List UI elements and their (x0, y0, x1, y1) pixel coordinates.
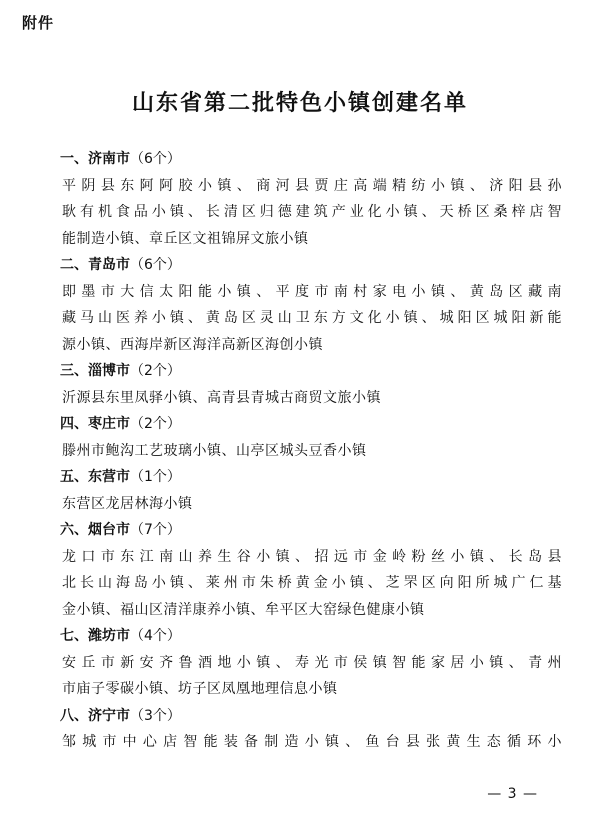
section-city-name: 六、烟台市 (60, 522, 130, 538)
document-content (62, 146, 562, 756)
section-city-name: 一、济南市 (60, 151, 130, 167)
section-town-count: （7个） (130, 522, 181, 538)
town-list-line: 北长山海岛小镇、莱州市朱桥黄金小镇、芝罘区向阳所城广仁基 (62, 575, 562, 591)
town-list-line: 龙口市东江南山养生谷小镇、招远市金岭粉丝小镇、长岛县 (62, 548, 562, 565)
town-list-line: 耿有机食品小镇、长清区归德建筑产业化小镇、天桥区桑梓店智 (62, 204, 562, 220)
section-heading (60, 464, 560, 491)
town-list-line: 平阴县东阿阿胶小镇、商河县贾庄高端精纺小镇、济阳县孙 (62, 177, 562, 194)
section-city-name: 五、东营市 (60, 469, 130, 485)
town-list-line: 市庙子零碳小镇、坊子区凤凰地理信息小镇 (62, 681, 338, 697)
town-list-line: 藏马山医养小镇、黄岛区灵山卫东方文化小镇、城阳区城阳新能 (62, 310, 562, 326)
town-list-line: 能制造小镇、章丘区文祖锦屏文旅小镇 (62, 230, 309, 247)
section-heading (60, 146, 560, 173)
section-city-name: 三、淄博市 (60, 363, 130, 379)
town-list-line: 邹城市中心店智能装备制造小镇、鱼台县张黄生态循环小 (62, 734, 562, 750)
section-heading (60, 411, 560, 438)
town-list-line: 安丘市新安齐鲁酒地小镇、寿光市侯镇智能家居小镇、青州 (62, 654, 562, 671)
section-town-count: （1个） (130, 469, 181, 485)
section-city-name: 二、青岛市 (60, 257, 130, 273)
section-heading (60, 623, 560, 650)
section-heading (60, 252, 560, 279)
section-town-count: （6个） (130, 151, 181, 167)
town-list-line: 源小镇、西海岸新区海洋高新区海创小镇 (62, 336, 323, 353)
town-list-line: 沂源县东里凤驿小镇、高青县青城古商贸文旅小镇 (62, 389, 381, 406)
section-town-count: （4个） (130, 628, 181, 644)
section-town-count: （6个） (130, 257, 181, 273)
section-heading (60, 358, 560, 385)
section-town-count: （2个） (130, 416, 181, 432)
section-city-name: 八、济宁市 (60, 707, 130, 724)
page-number: — 3 — (487, 786, 538, 802)
section-heading (60, 703, 560, 730)
attachment-label: 附件 (22, 14, 55, 32)
town-list-line: 金小镇、福山区清洋康养小镇、牟平区大窑绿色健康小镇 (62, 601, 425, 618)
section-city-name: 四、枣庄市 (60, 416, 130, 432)
section-city-name: 七、潍坊市 (60, 628, 130, 644)
section-town-count: （3个） (130, 707, 181, 724)
section-town-count: （2个） (130, 363, 181, 379)
town-list-line: 东营区龙居林海小镇 (62, 495, 193, 512)
town-list-line: 滕州市鲍沟工艺玻璃小镇、山亭区城头豆香小镇 (62, 442, 367, 459)
section-heading (60, 517, 560, 544)
document-title: 山东省第二批特色小镇创建名单 (131, 90, 468, 116)
town-list-line: 即墨市大信太阳能小镇、平度市南村家电小镇、黄岛区藏南 (62, 283, 562, 300)
